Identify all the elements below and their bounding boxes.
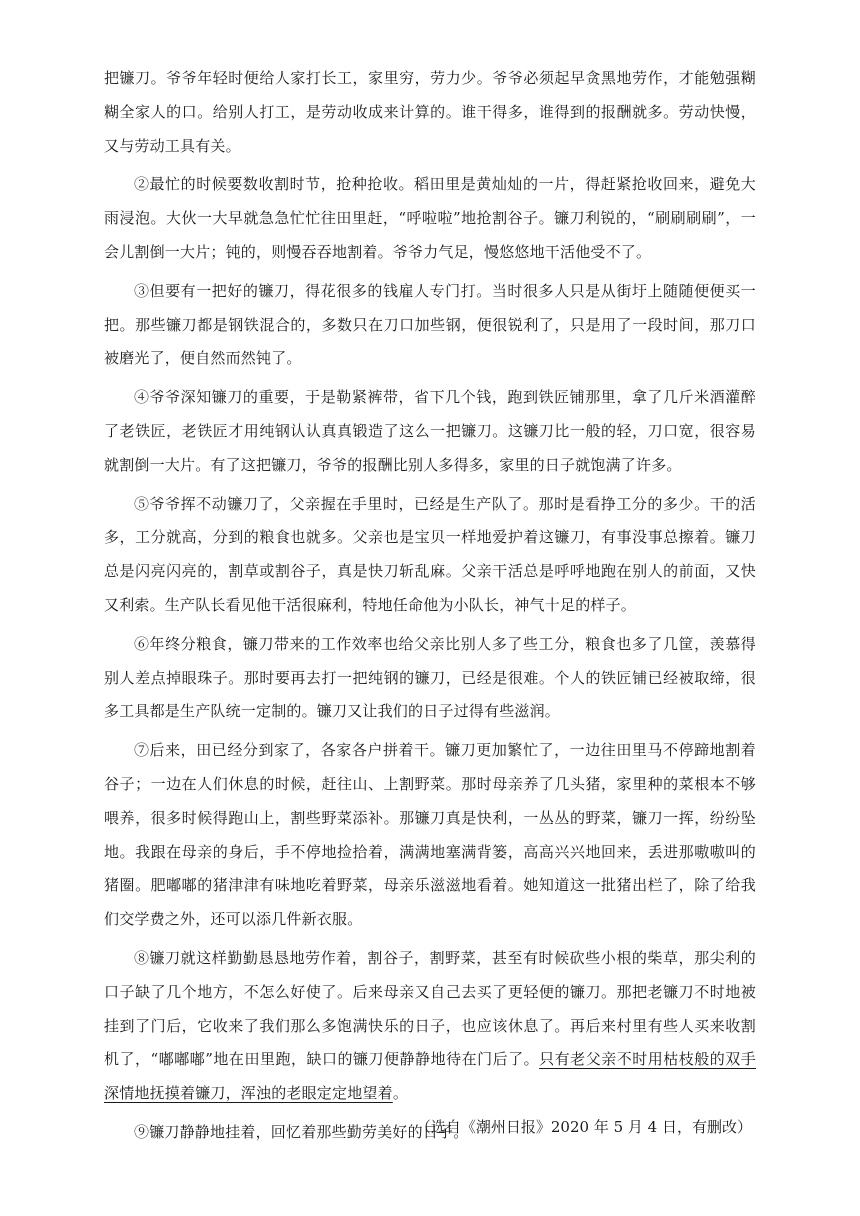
article-body xyxy=(104,62,756,1155)
paragraph-4: ④爷爷深知镰刀的重要，于是勒紧裤带，省下几个钱，跑到铁匠铺那里，拿了几斤米酒灌醉了老铁匠，老铁匠才用纯钢认认真真锻造了这么一把镰刀。这镰刀比一般的轻，刀口宽，很容易就割倒一大片。有了这把镰刀，爷爷的报酬比别人多得多，家里的日子就饱满了许多。 xyxy=(104,388,756,474)
paragraph-3: ③但要有一把好的镰刀，得花很多的钱雇人专门打。当时很多人只是从街圩上随随便便买一把。那些镰刀都是钢铁混合的，多数只在刀口加些钢，便很锐利了，只是用了一段时间，那刀口被磨光了，便自然而然钝了。 xyxy=(104,281,756,368)
paragraph-8-end: 。 xyxy=(392,1084,409,1103)
paragraph-1-continued: 把镰刀。爷爷年轻时便给人家打长工，家里穷，劳力少。爷爷必须起早贪黑地劳作，才能勉强糊糊全家人的口。给别人打工，是劳动收成来计算的。谁干得多，谁得到的报酬就多。劳动快慢，又与劳动工具有关。 xyxy=(104,69,756,155)
paragraph-9: ⑨镰刀静静地挂着，回忆着那些勤劳美好的日子。 xyxy=(134,1122,469,1141)
paragraph-5: ⑤爷爷挥不动镰刀了，父亲握在手里时，已经是生产队了。那时是看挣工分的多少。干的活多，工分就高，分到的粮食也就多。父亲也是宝贝一样地爱护着这镰刀，有事没事总擦着。镰刀总是闪亮闪亮的，割草或割谷子，真是快刀斩乱麻。父亲干活总是呼呼地跑在别人的前面，又快又利索。生产队长看见他干活很麻利，特地任命他为小队长，神气十足的样子。 xyxy=(104,494,756,614)
paragraph-6: ⑥年终分粮食，镰刀带来的工作效率也给父亲比别人多了些工分，粮食也多了几筐，羡慕得别人差点掉眼珠子。那时要再去打一把纯钢的镰刀，已经是很难。个人的铁匠铺已经被取缔，很多工具都是生产队统一定制的。镰刀又让我们的日子过得有些滋润。 xyxy=(104,634,756,721)
paragraph-8 xyxy=(104,942,756,1111)
paragraph-8-text: ⑧镰刀就这样勤勤恳恳地劳作着，割谷子，割野菜，甚至有时候砍些小根的柴草，那尖利的口子缺了几个地方，不怎么好使了。后来母亲又自己去买了更轻便的镰刀。那把老镰刀不时地被挂到了门后，它收来了我们那么多饱满快乐的日子，也应该休息了。再后来村里有些人买来收割机了，“嘟嘟嘟”地在田里跑，缺口的镰刀便静静地待在门后了。 xyxy=(104,948,756,1069)
underlined-sentence: 只有老父亲不时用枯枝般的双手深情地抚摸着镰刀，浑浊的老眼定定地望着 xyxy=(104,1050,756,1103)
paragraph-2: ②最忙的时候要数收割时节，抢种抢收。稻田里是黄灿灿的一片，得赶紧抢收回来，避免大雨浸泡。大伙一大早就急急忙忙往田里赶，“呼啦啦”地抢割谷子。镰刀利锐的，“刷刷刷刷”，一会儿割倒一大片；钝的，则慢吞吞地割着。爷爷力气足，慢悠悠地干活他受不了。 xyxy=(104,175,756,261)
source-citation: （选自《潮州日报》2020 年 5 月 4 日，有删改） xyxy=(415,1118,752,1136)
paragraph-7: ⑦后来，田已经分到家了，各家各户拼着干。镰刀更加繁忙了，一边往田里马不停蹄地割着谷子；一边在人们休息的时候，赶往山、上割野菜。那时母亲养了几头猪，家里种的菜根本不够喂养，很多时候得跑山上，割些野菜添补。那镰刀真是快利，一丛丛的野菜，镰刀一挥，纷纷坠地。我跟在母亲的身后，手不停地捡拾着，满满地塞满背篓，高高兴兴地回来，丢进那嗷嗷叫的猪圈。肥嘟嘟的猪津津有味地吃着野菜，母亲乐滋滋地看着。她知道这一批猪出栏了，除了给我们交学费之外，还可以添几件新衣服。 xyxy=(104,741,756,929)
